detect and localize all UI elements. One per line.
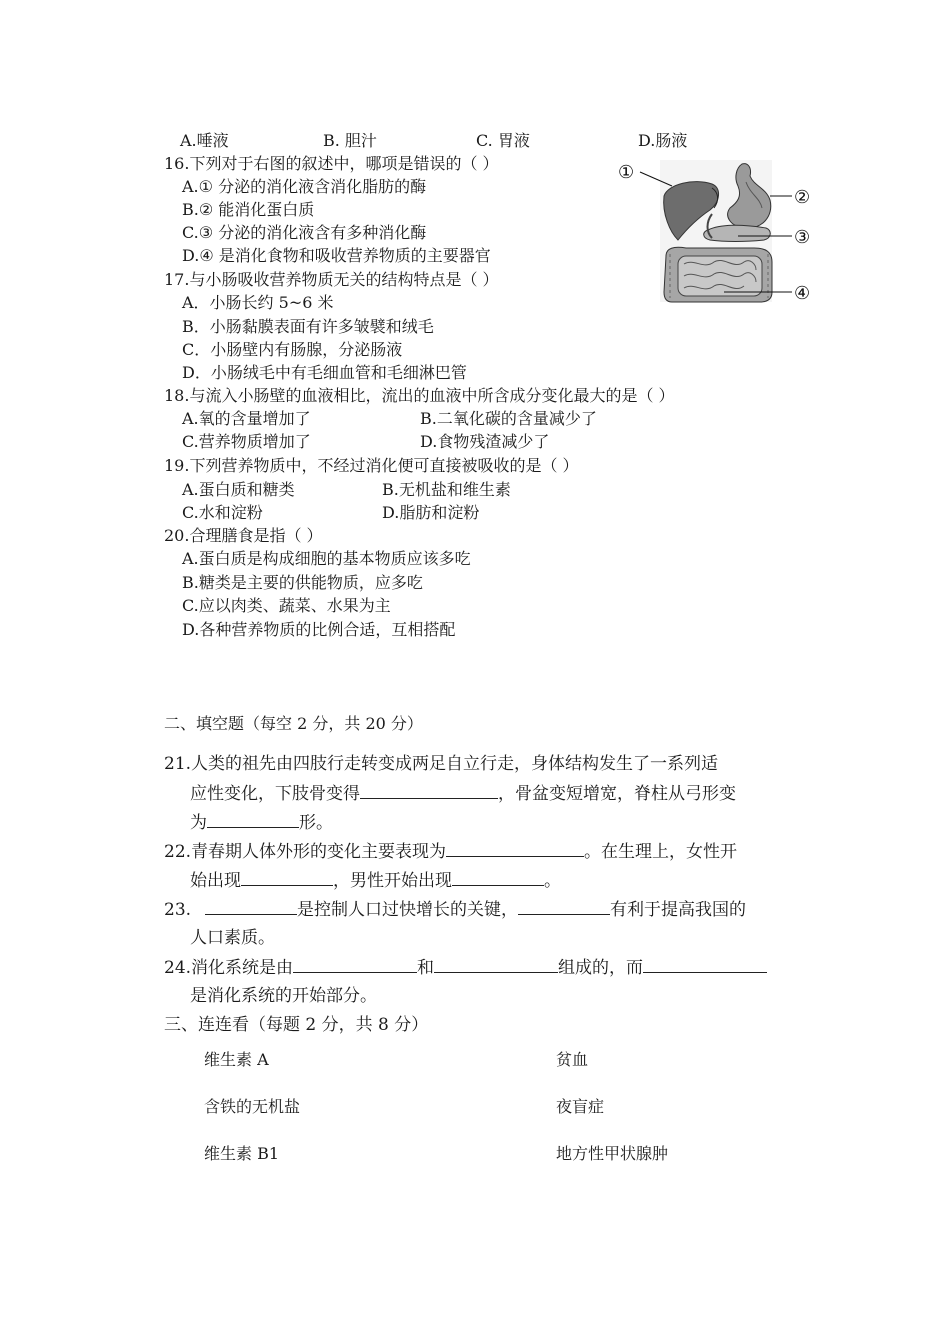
q16-option-c: C.③ 分泌的消化液含有多种消化酶 <box>182 223 427 242</box>
figure-label-2: ② <box>794 187 811 208</box>
match-left-3[interactable]: 维生素 B1 <box>204 1144 280 1163</box>
q22-line2 <box>190 869 561 892</box>
q23-blank-2[interactable] <box>518 898 610 915</box>
q17-option-c: C．小肠壁内有肠腺，分泌肠液 <box>182 340 403 359</box>
q24-blank-2[interactable] <box>434 956 558 973</box>
q23-blank-1[interactable] <box>205 898 297 915</box>
q24-text-a: 24.消化系统是由 <box>164 958 294 978</box>
q22-text-e: 。 <box>544 871 561 891</box>
q17-option-b: B．小肠黏膜表面有许多皱襞和绒毛 <box>182 317 434 336</box>
q23-text-b: 是控制人口过快增长的关键， <box>297 900 519 920</box>
q16-option-a: A.① 分泌的消化液含消化脂肪的酶 <box>182 177 427 196</box>
digestive-system-illustration <box>616 158 816 304</box>
figure-label-1: ① <box>618 162 635 183</box>
figure-label-3: ③ <box>794 227 811 248</box>
q22-text-b: 。在生理上，女性开 <box>584 842 738 862</box>
q18-option-b: B.二氧化碳的含量减少了 <box>420 409 597 428</box>
digestive-system-figure <box>616 158 816 304</box>
q23-text-c: 有利于提高我国的 <box>610 900 747 920</box>
q19-option-d: D.脂肪和淀粉 <box>382 503 480 522</box>
q21-line1: 21.人类的祖先由四肢行走转变成两足自立行走，身体结构发生了一系列适 <box>164 754 719 774</box>
q24-line1 <box>164 956 767 979</box>
q20-option-c: C.应以肉类、蔬菜、水果为主 <box>182 596 391 615</box>
q16-option-b: B.② 能消化蛋白质 <box>182 200 315 219</box>
q19-option-b: B.无机盐和维生素 <box>382 480 511 499</box>
figure-label-4: ④ <box>794 283 811 304</box>
q15-option-b: B. 胆汁 <box>323 131 377 150</box>
q21-text-b: ，骨盆变短增宽，脊柱从弓形变 <box>498 784 736 804</box>
q24-line2: 是消化系统的开始部分。 <box>190 986 377 1006</box>
match-left-1[interactable]: 维生素 A <box>204 1050 269 1069</box>
q15-option-d: D.肠液 <box>638 131 688 150</box>
q18-option-d: D.食物残渣减少了 <box>420 432 550 451</box>
q23-text-a: 23. <box>164 900 192 920</box>
q22-blank-3[interactable] <box>452 869 544 886</box>
q18-option-a: A.氧的含量增加了 <box>182 409 311 428</box>
q22-line1 <box>164 840 737 863</box>
q24-blank-3[interactable] <box>643 956 767 973</box>
q21-text-d: 形。 <box>299 813 333 833</box>
q15-option-c: C. 胃液 <box>476 131 530 150</box>
q15-option-a: A.唾液 <box>180 131 229 150</box>
match-right-3[interactable]: 地方性甲状腺肿 <box>556 1144 669 1163</box>
q16-option-d: D.④ 是消化食物和吸收营养物质的主要器官 <box>182 246 491 265</box>
q19-option-a: A.蛋白质和糖类 <box>182 480 295 499</box>
q21-text-c: 为 <box>190 813 207 833</box>
q17-stem: 17.与小肠吸收营养物质无关的结构特点是（ ） <box>164 270 499 289</box>
q22-text-d: ，男性开始出现 <box>333 871 452 891</box>
q16-stem: 16.下列对于右图的叙述中，哪项是错误的（ ） <box>164 154 499 173</box>
q18-stem: 18.与流入小肠壁的血液相比，流出的血液中所含成分变化最大的是（ ） <box>164 386 675 405</box>
q24-blank-1[interactable] <box>293 956 417 973</box>
q23-line1 <box>164 898 746 921</box>
q20-option-a: A.蛋白质是构成细胞的基本物质应该多吃 <box>182 549 471 568</box>
q19-stem: 19.下列营养物质中，不经过消化便可直接被吸收的是（ ） <box>164 456 579 475</box>
q21-blank-2[interactable] <box>207 811 299 828</box>
q22-blank-2[interactable] <box>241 869 333 886</box>
section3-title: 三、连连看（每题 2 分，共 8 分） <box>164 1015 429 1035</box>
q20-stem: 20.合理膳食是指（ ） <box>164 526 323 545</box>
q21-text-a: 应性变化，下肢骨变得 <box>190 784 360 804</box>
q24-text-c: 组成的，而 <box>558 958 644 978</box>
q19-option-c: C.水和淀粉 <box>182 503 263 522</box>
q20-option-b: B.糖类是主要的供能物质，应多吃 <box>182 573 423 592</box>
q21-line2 <box>190 782 736 805</box>
q17-option-a: A．小肠长约 5~6 米 <box>182 293 334 312</box>
q22-text-a: 22.青春期人体外形的变化主要表现为 <box>164 842 447 862</box>
q18-option-c: C.营养物质增加了 <box>182 432 311 451</box>
q21-line3 <box>190 811 333 834</box>
q23-line2: 人口素质。 <box>190 928 275 948</box>
q20-option-d: D.各种营养物质的比例合适，互相搭配 <box>182 620 456 639</box>
q22-text-c: 始出现 <box>190 871 241 891</box>
match-right-2[interactable]: 夜盲症 <box>556 1097 605 1116</box>
q22-blank-1[interactable] <box>446 840 584 857</box>
match-left-2[interactable]: 含铁的无机盐 <box>204 1097 301 1116</box>
section2-title: 二、填空题（每空 2 分，共 20 分） <box>164 714 423 733</box>
q17-option-d: D．小肠绒毛中有毛细血管和毛细淋巴管 <box>182 363 467 382</box>
q21-blank-1[interactable] <box>360 782 498 799</box>
q24-text-b: 和 <box>417 958 435 978</box>
match-right-1[interactable]: 贫血 <box>556 1050 589 1069</box>
